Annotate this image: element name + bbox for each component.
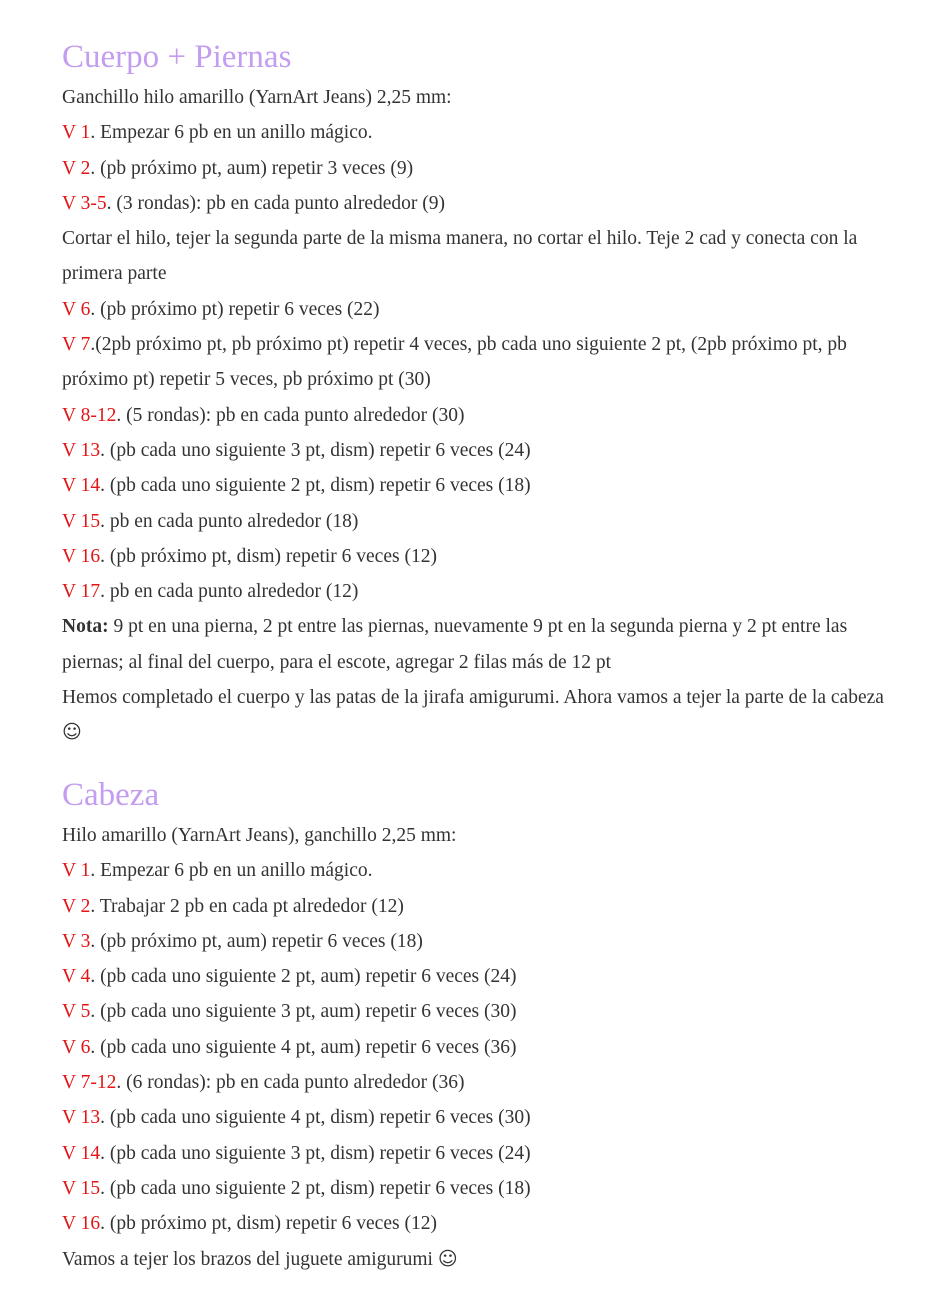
instruction-paragraph: Cortar el hilo, tejer la segunda parte de la misma manera, no cortar el hilo. Teje 2 cad y conecta con la primera parte: [62, 228, 858, 285]
round-text: . (pb próximo pt, dism) repetir 6 veces (12): [100, 545, 437, 567]
round-label: V 15: [62, 510, 101, 532]
section-body-legs: [62, 80, 892, 751]
round-text: . (pb próximo pt) repetir 6 veces (22): [90, 298, 380, 320]
round-line: [62, 398, 892, 433]
round-text: . (pb cada uno siguiente 2 pt, aum) repetir 6 veces (24): [90, 966, 517, 988]
round-label: V 14: [62, 475, 101, 497]
round-line: [62, 924, 892, 959]
round-text: . Empezar 6 pb en un anillo mágico.: [90, 860, 373, 882]
round-text: . (5 rondas): pb en cada punto alrededor (30): [116, 404, 465, 426]
smiley-icon: ☺: [437, 1247, 458, 1270]
round-line: [62, 574, 892, 609]
round-line: [62, 1206, 892, 1241]
round-text: . (pb próximo pt, dism) repetir 6 veces (12): [100, 1213, 437, 1235]
round-text: . (pb cada uno siguiente 4 pt, dism) repetir 6 veces (30): [100, 1107, 531, 1129]
round-text: . pb en cada punto alrededor (18): [100, 510, 359, 532]
section-title-head: Cabeza: [62, 777, 160, 813]
round-label: V 17: [62, 581, 101, 603]
round-line: [62, 115, 892, 150]
round-label: V 15: [62, 1177, 101, 1199]
round-label: V 7: [62, 334, 91, 356]
round-label: V 6: [62, 1036, 91, 1058]
round-text: . (pb cada uno siguiente 2 pt, dism) repetir 6 veces (18): [100, 475, 531, 497]
smiley-icon: ☺: [62, 721, 82, 744]
round-label: V 16: [62, 545, 101, 567]
outro-text: Vamos a tejer los brazos del juguete amigurumi: [62, 1248, 438, 1270]
round-label: V 2: [62, 157, 91, 179]
outro-text: Hemos completado el cuerpo y las patas de la jirafa amigurumi. Ahora vamos a tejer la parte de la cabeza: [62, 687, 884, 709]
round-line: [62, 504, 892, 539]
round-text: . Empezar 6 pb en un anillo mágico.: [90, 122, 373, 144]
round-text: . (pb cada uno siguiente 4 pt, aum) repetir 6 veces (36): [90, 1036, 517, 1058]
round-line: [62, 292, 892, 327]
round-line: [62, 151, 892, 186]
materials-line: Hilo amarillo (YarnArt Jeans), ganchillo 2,25 mm:: [62, 825, 457, 846]
materials-line: Ganchillo hilo amarillo (YarnArt Jeans) 2,25 mm:: [62, 87, 452, 108]
outro-paragraph: [62, 1242, 892, 1277]
round-text: . (pb cada uno siguiente 2 pt, dism) repetir 6 veces (18): [100, 1177, 531, 1199]
round-line: [62, 433, 892, 468]
round-label: V 13: [62, 439, 101, 461]
round-line: [62, 327, 892, 398]
round-line: [62, 539, 892, 574]
round-line: [62, 1100, 892, 1135]
round-line: [62, 468, 892, 503]
note-text: 9 pt en una pierna, 2 pt entre las piernas, nuevamente 9 pt en la segunda pierna y 2 pt entre las piernas; al final del cuerpo, para el escote, agregar 2 filas más de 12 pt: [62, 616, 848, 673]
round-line: [62, 1030, 892, 1065]
round-line: [62, 959, 892, 994]
round-label: V 7-12: [62, 1072, 117, 1094]
section-title-body-legs: Cuerpo + Piernas: [62, 39, 292, 75]
section-body-head: [62, 818, 892, 1277]
round-label: V 13: [62, 1107, 101, 1129]
note-label: Nota:: [62, 616, 109, 638]
round-label: V 3: [62, 930, 91, 952]
round-label: V 14: [62, 1142, 101, 1164]
round-line: [62, 853, 892, 888]
round-label: V 2: [62, 895, 91, 917]
round-line: [62, 1171, 892, 1206]
round-text: . (3 rondas): pb en cada punto alrededor (9): [106, 192, 446, 214]
round-label: V 5: [62, 1001, 91, 1023]
round-line: [62, 186, 892, 221]
round-label: V 1: [62, 860, 91, 882]
round-text: . (pb próximo pt, aum) repetir 3 veces (9): [90, 157, 414, 179]
round-text: . Trabajar 2 pb en cada pt alrededor (12): [90, 895, 404, 917]
round-label: V 8-12: [62, 404, 117, 426]
round-text: . (pb cada uno siguiente 3 pt, dism) repetir 6 veces (24): [100, 1142, 531, 1164]
round-text: . (pb cada uno siguiente 3 pt, aum) repetir 6 veces (30): [90, 1001, 517, 1023]
round-label: V 3-5: [62, 192, 107, 214]
round-text: . (pb cada uno siguiente 3 pt, dism) repetir 6 veces (24): [100, 439, 531, 461]
round-text: .(2pb próximo pt, pb próximo pt) repetir 4 veces, pb cada uno siguiente 2 pt, (2pb próximo pt, pb próximo pt) repetir 5 veces, pb próximo pt (30): [62, 334, 847, 391]
outro-paragraph: [62, 680, 892, 751]
note-paragraph: [62, 609, 892, 680]
round-label: V 6: [62, 298, 91, 320]
round-line: [62, 889, 892, 924]
round-line: [62, 994, 892, 1029]
round-label: V 4: [62, 966, 91, 988]
round-text: . (6 rondas): pb en cada punto alrededor (36): [116, 1072, 465, 1094]
round-text: . pb en cada punto alrededor (12): [100, 581, 359, 603]
round-label: V 16: [62, 1213, 101, 1235]
round-line: [62, 1065, 892, 1100]
round-line: [62, 1136, 892, 1171]
round-label: V 1: [62, 122, 91, 144]
round-text: . (pb próximo pt, aum) repetir 6 veces (18): [90, 930, 423, 952]
